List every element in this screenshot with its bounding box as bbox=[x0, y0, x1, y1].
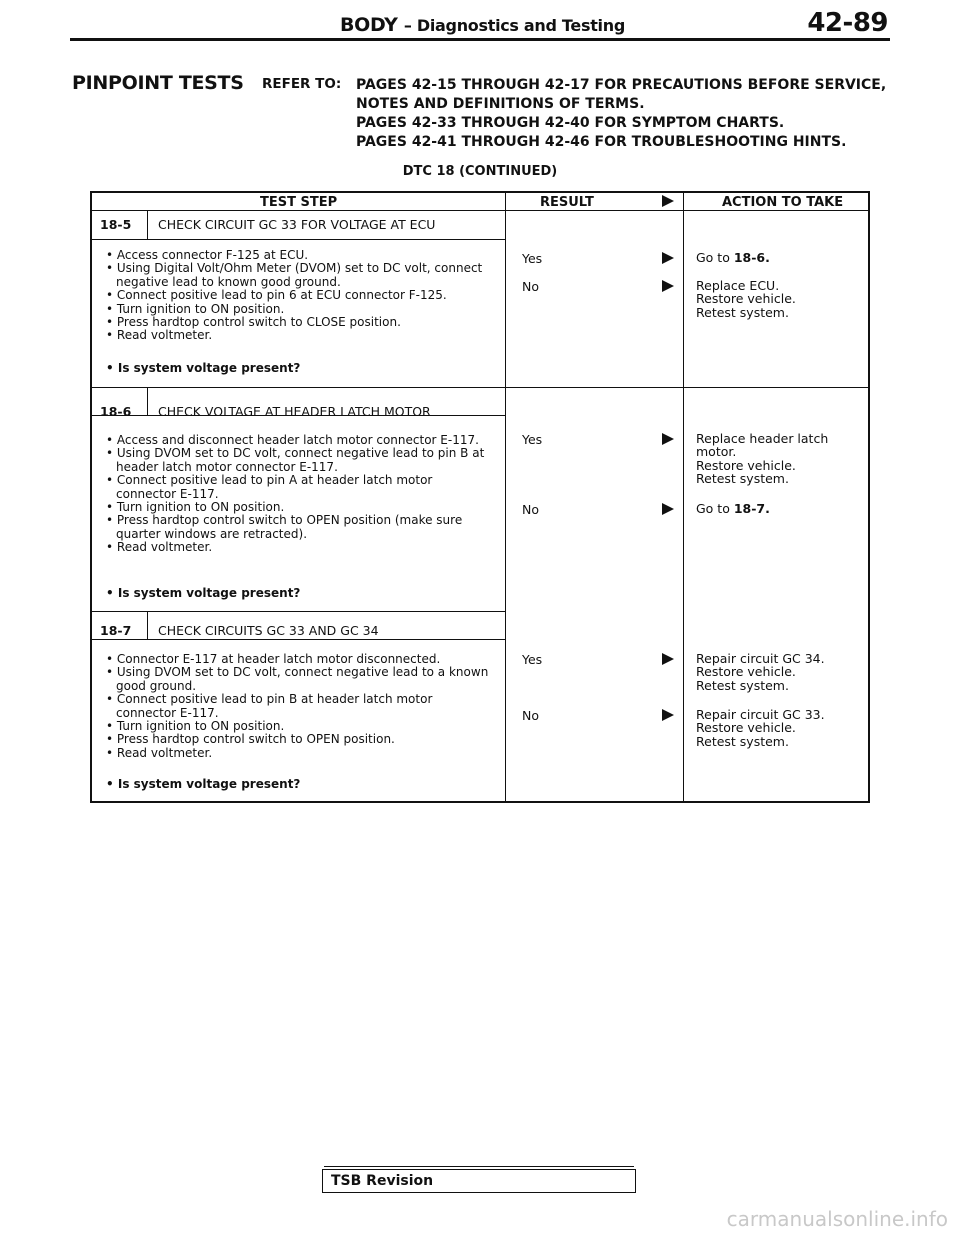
instruction-item: • Using DVOM set to DC volt, connect negative lead to pin B at header latch motor connector E-117. bbox=[106, 446, 485, 474]
result-yes: Yes bbox=[522, 251, 543, 266]
step-title: CHECK CIRCUIT GC 33 FOR VOLTAGE AT ECU bbox=[158, 217, 436, 232]
instruction-item: • Access connector F-125 at ECU. bbox=[106, 248, 309, 262]
reference-line: NOTES AND DEFINITIONS OF TERMS. bbox=[356, 96, 645, 112]
arrow-icon bbox=[662, 709, 674, 721]
reference-line: PAGES 42-15 THROUGH 42-17 FOR PRECAUTIONS BEFORE SERVICE, bbox=[356, 77, 887, 93]
page-title-sub: – Diagnostics and Testing bbox=[403, 16, 625, 35]
dtc-caption: DTC 18 (CONTINUED) bbox=[402, 164, 558, 179]
step-instructions bbox=[106, 434, 496, 555]
result-no: No bbox=[522, 279, 539, 294]
instruction-item: • Read voltmeter. bbox=[106, 328, 213, 343]
result-yes: Yes bbox=[522, 652, 543, 667]
instruction-item: • Press hardtop control switch to CLOSE position. bbox=[106, 315, 401, 330]
arrow-icon bbox=[662, 433, 674, 445]
col-header-result: RESULT bbox=[540, 195, 594, 210]
refer-to-label: REFER TO: bbox=[262, 76, 342, 92]
action-no: Repair circuit GC 33. Restore vehicle. Retest system. bbox=[696, 707, 825, 749]
action-step-ref: 18-7. bbox=[733, 501, 770, 516]
result-no: No bbox=[522, 708, 539, 723]
arrow-icon bbox=[662, 195, 674, 207]
column-divider bbox=[683, 193, 684, 801]
page-header bbox=[70, 8, 890, 41]
action-yes: Repair circuit GC 34. Restore vehicle. Retest system. bbox=[696, 651, 825, 693]
pinpoint-heading: PINPOINT TESTS bbox=[72, 72, 244, 94]
action-text: Go to bbox=[696, 250, 734, 265]
column-divider bbox=[505, 193, 506, 801]
instruction-item: • Connect positive lead to pin 6 at ECU connector F-125. bbox=[106, 288, 447, 303]
reference-list bbox=[356, 76, 886, 152]
tsb-revision-box: TSB Revision bbox=[322, 1169, 636, 1193]
instruction-item: • Read voltmeter. bbox=[106, 745, 213, 760]
instruction-item: • Using Digital Volt/Ohm Meter (DVOM) set to DC volt, connect negative lead to known good ground. bbox=[106, 261, 483, 289]
step-title: CHECK VOLTAGE AT HEADER LATCH MOTOR bbox=[158, 404, 431, 419]
instruction-item: • Read voltmeter. bbox=[106, 540, 213, 555]
result-yes: Yes bbox=[522, 432, 543, 447]
reference-line: PAGES 42-41 THROUGH 42-46 FOR TROUBLESHOOTING HINTS. bbox=[356, 134, 847, 150]
action-text: Go to bbox=[696, 501, 734, 516]
step-title-divider bbox=[92, 639, 505, 640]
arrow-icon bbox=[662, 252, 674, 264]
pinpoint-test-table bbox=[90, 191, 870, 803]
site-watermark: carmanualsonline.info bbox=[726, 1207, 948, 1231]
result-no: No bbox=[522, 502, 539, 517]
col-header-test-step: TEST STEP bbox=[260, 195, 338, 210]
arrow-icon bbox=[662, 653, 674, 665]
step-question: • Is system voltage present? bbox=[106, 777, 301, 791]
step-id-divider bbox=[147, 611, 148, 639]
action-yes bbox=[696, 251, 770, 264]
instruction-item: • Connector E-117 at header latch motor disconnected. bbox=[106, 652, 441, 666]
action-no bbox=[696, 502, 770, 515]
instruction-item: • Press hardtop control switch to OPEN position. bbox=[106, 732, 395, 747]
step-id-divider bbox=[147, 387, 148, 415]
instruction-item: • Press hardtop control switch to OPEN position (make sure quarter windows are retracted). bbox=[106, 513, 463, 541]
col-header-action: ACTION TO TAKE bbox=[722, 195, 844, 210]
page-title-main: BODY bbox=[340, 14, 398, 36]
tsb-rule bbox=[324, 1166, 634, 1167]
instruction-item: • Turn ignition to ON position. bbox=[106, 301, 285, 316]
step-id: 18-6 bbox=[100, 404, 132, 419]
action-yes: Replace header latch motor. Restore vehicle. Retest system. bbox=[696, 431, 829, 487]
step-question: • Is system voltage present? bbox=[106, 586, 301, 600]
page-number: 42-89 bbox=[807, 8, 888, 38]
step-id: 18-5 bbox=[100, 217, 132, 232]
step-question: • Is system voltage present? bbox=[106, 361, 301, 375]
header-divider bbox=[92, 210, 868, 211]
step-title-divider bbox=[92, 239, 505, 240]
instruction-item: • Connect positive lead to pin B at header latch motor connector E-117. bbox=[106, 692, 433, 720]
step-title: CHECK CIRCUITS GC 33 AND GC 34 bbox=[158, 623, 379, 638]
step-instructions bbox=[106, 653, 496, 760]
instruction-item: • Using DVOM set to DC volt, connect negative lead to a known good ground. bbox=[106, 665, 489, 693]
step-id: 18-7 bbox=[100, 623, 132, 638]
page-title bbox=[340, 14, 625, 36]
instruction-item: • Connect positive lead to pin A at header latch motor connector E-117. bbox=[106, 473, 433, 501]
instruction-item: • Turn ignition to ON position. bbox=[106, 719, 285, 734]
step-divider bbox=[92, 387, 868, 388]
arrow-icon bbox=[662, 503, 674, 515]
step-id-divider bbox=[147, 210, 148, 239]
reference-line: PAGES 42-33 THROUGH 42-40 FOR SYMPTOM CHARTS. bbox=[356, 115, 785, 131]
instruction-item: • Access and disconnect header latch motor connector E-117. bbox=[106, 433, 479, 447]
action-no: Replace ECU. Restore vehicle. Retest system. bbox=[696, 278, 796, 320]
action-step-ref: 18-6. bbox=[733, 250, 770, 265]
arrow-icon bbox=[662, 280, 674, 292]
instruction-item: • Turn ignition to ON position. bbox=[106, 500, 285, 515]
step-divider bbox=[92, 611, 505, 612]
step-instructions bbox=[106, 249, 496, 343]
